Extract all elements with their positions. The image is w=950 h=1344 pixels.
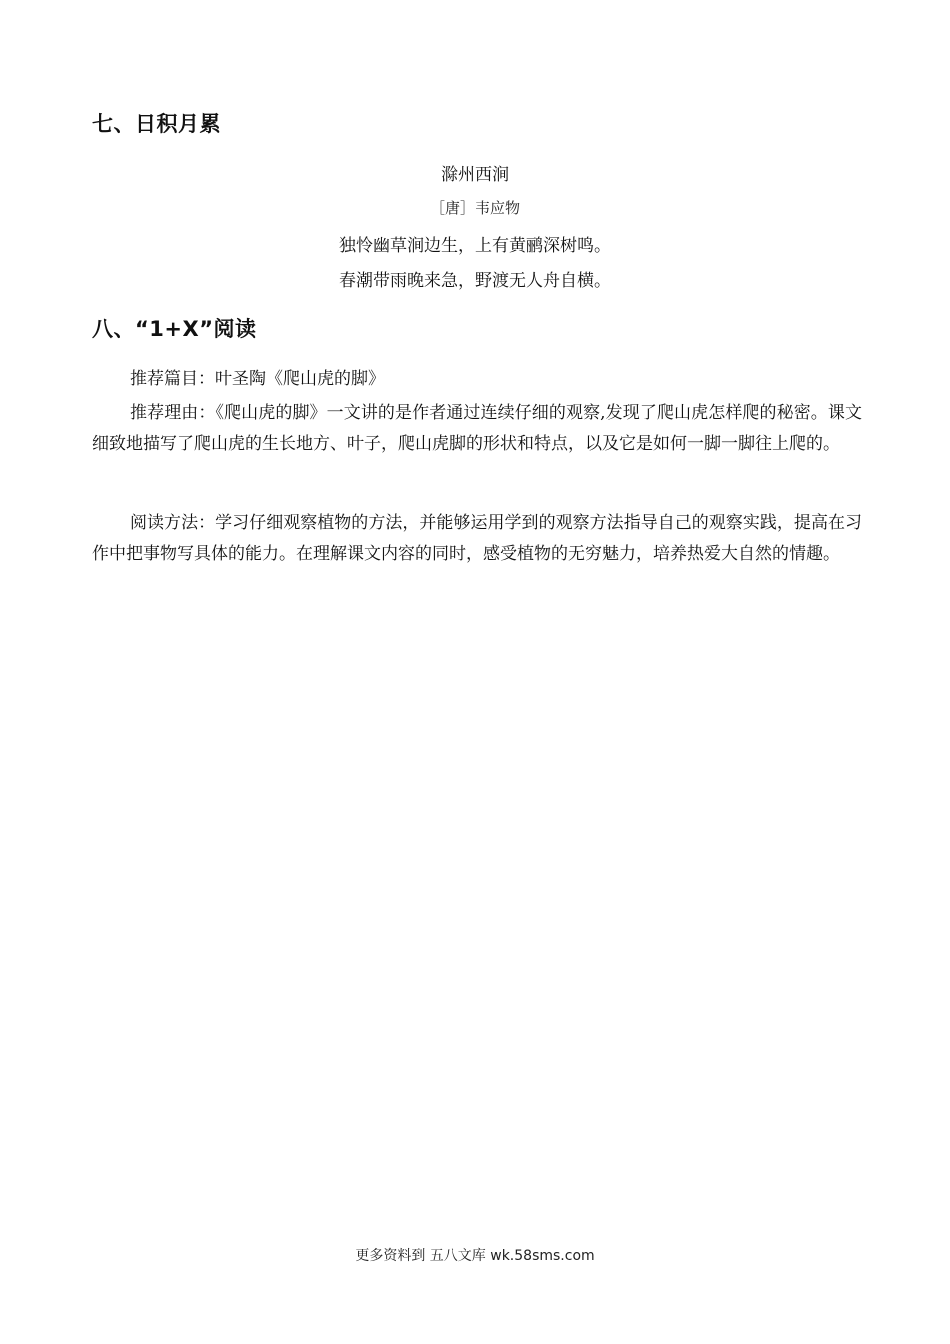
reading-method-paragraph: 阅读方法：学习仔细观察植物的方法，并能够运用学到的观察方法指导自己的观察实践，提高在习作中把事物写具体的能力。在理解课文内容的同时，感受植物的无穷魅力，培养热爱大自然的情趣。: [92, 513, 862, 564]
poem-line-1: 独怜幽草涧边生，上有黄鹂深树鸣。: [339, 236, 611, 256]
recommended-title-paragraph: 推荐篇目：叶圣陶《爬山虎的脚》: [130, 369, 385, 389]
recommendation-reason-paragraph: 推荐理由：《爬山虎的脚》一文讲的是作者通过连续仔细的观察,发现了爬山虎怎样爬的秘密。课文细致地描写了爬山虎的生长地方、叶子，爬山虎脚的形状和特点，以及它是如何一脚一脚往上爬的。: [92, 403, 862, 454]
section-7-heading: 七、日积月累: [92, 112, 221, 136]
section-8-heading: 八、“1+X”阅读: [92, 317, 257, 341]
poem-author: ［唐］韦应物: [429, 199, 520, 217]
poem-title: 滁州西涧: [441, 165, 509, 185]
footer-source-link: 更多资料到 五八文库 wk.58sms.com: [355, 1248, 595, 1264]
poem-line-2: 春潮带雨晚来急，野渡无人舟自横。: [339, 271, 611, 291]
